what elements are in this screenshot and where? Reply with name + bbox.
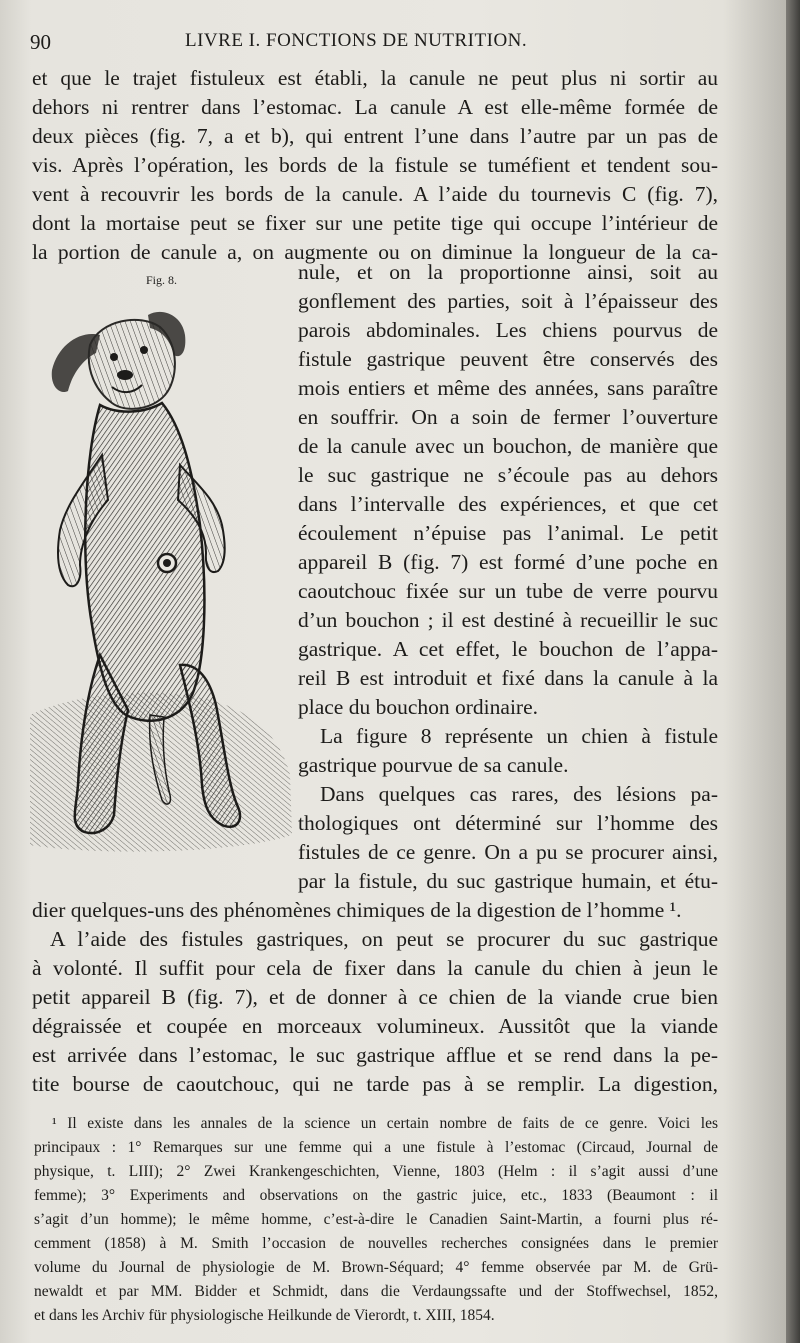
body-line: dehors ni rentrer dans l’estomac. La canule A est elle-même formée de bbox=[32, 95, 718, 119]
body-line: est arrivée dans l’estomac, le suc gastrique afflue et se rend dans la pe- bbox=[32, 1043, 718, 1067]
body-line: d’un bouchon ; il est destiné à recueillir le suc bbox=[298, 608, 718, 632]
body-line: appareil B (fig. 7) est formé d’une poche en bbox=[298, 550, 718, 574]
body-line: Dans quelques cas rares, des lésions pa- bbox=[320, 782, 718, 806]
body-line: dier quelques-uns des phénomènes chimiques de la digestion de l’homme ¹. bbox=[32, 898, 682, 922]
body-line: et que le trajet fistuleux est établi, la canule ne peut plus ni sortir au bbox=[32, 66, 718, 90]
running-head: LIVRE I. FONCTIONS DE NUTRITION. bbox=[185, 30, 528, 51]
body-line: La figure 8 représente un chien à fistule bbox=[320, 724, 718, 748]
body-line: dégraissée et coupée en morceaux volumineux. Aussitôt que la viande bbox=[32, 1014, 718, 1038]
page-number: 90 bbox=[30, 30, 51, 54]
page-edge bbox=[786, 0, 800, 1343]
dog-engraving bbox=[30, 295, 292, 855]
body-line: fistule gastrique peuvent être conservés des bbox=[298, 347, 718, 371]
body-line: de la canule avec un bouchon, de manière que bbox=[298, 434, 718, 458]
body-line: dont la mortaise peut se fixer sur une petite tige qui occupe l’intérieur de bbox=[32, 211, 718, 235]
body-line: reil B est introduit et fixé dans la canule à la bbox=[298, 666, 718, 690]
footnote-line: physique, t. LIII); 2° Zwei Krankengeschichten, Vienne, 1803 (Helm : il s’agit aussi d’une bbox=[34, 1163, 718, 1180]
body-line: mois entiers et même des années, sans paraître bbox=[298, 376, 718, 400]
body-line: thologiques ont déterminé sur l’homme des bbox=[298, 811, 718, 835]
footnote-line: et dans les Archiv für physiologische Heilkunde de Vierordt, t. XIII, 1854. bbox=[34, 1307, 495, 1324]
body-line: tite bourse de caoutchouc, qui ne tarde pas à se remplir. La digestion, bbox=[32, 1072, 718, 1096]
body-line: gonflement des parties, soit à l’épaisseur des bbox=[298, 289, 718, 313]
footnote-line: s’agit d’un homme); le même homme, c’est-à-dire le Canadien Saint-Martin, a fourni plus ré- bbox=[34, 1211, 718, 1228]
body-line: parois abdominales. Les chiens pourvus de bbox=[298, 318, 718, 342]
body-line: vent à recouvrir les bords de la canule. A l’aide du tournevis C (fig. 7), bbox=[32, 182, 718, 206]
body-line: petit appareil B (fig. 7), et de donner à ce chien de la viande crue bien bbox=[32, 985, 718, 1009]
page-header bbox=[30, 30, 765, 60]
footnote-line: principaux : 1° Remarques sur une femme qui a une fistule à l’estomac (Circaud, Journal de bbox=[34, 1139, 718, 1156]
body-line: écoulement n’épuise pas l’animal. Le petit bbox=[298, 521, 718, 545]
body-line: gastrique pourvue de sa canule. bbox=[298, 753, 569, 777]
body-line: gastrique. A cet effet, le bouchon de l’appa- bbox=[298, 637, 718, 661]
body-line: à volonté. Il suffit pour cela de fixer dans la canule du chien à jeun le bbox=[32, 956, 718, 980]
footnote-line: ¹ Il existe dans les annales de la science un certain nombre de faits de ce genre. Voici les bbox=[52, 1115, 718, 1132]
body-line: dans l’intervalle des expériences, et que cet bbox=[298, 492, 718, 516]
body-line: nule, et on la proportionne ainsi, soit au bbox=[298, 260, 718, 284]
body-line: le suc gastrique ne s’écoule pas au dehors bbox=[298, 463, 718, 487]
figure-label: Fig. 8. bbox=[146, 273, 178, 287]
footnote-line: femme); 3° Experiments and observations on the gastric juice, etc., 1833 (Beaumont : il bbox=[34, 1187, 718, 1204]
body-line: place du bouchon ordinaire. bbox=[298, 695, 538, 719]
footnote-line: volume du Journal de physiologie de M. Brown-Séquard; 4° femme observée par M. de Grü- bbox=[34, 1259, 718, 1276]
body-line: la portion de canule a, on augmente ou on diminue la longueur de la ca- bbox=[32, 240, 718, 264]
footnote-line: cemment (1858) à M. Smith l’occasion de nouvelles recherches consignées dans le premier bbox=[34, 1235, 718, 1252]
body-line: A l’aide des fistules gastriques, on peut se procurer du suc gastrique bbox=[50, 927, 718, 951]
body-line: vis. Après l’opération, les bords de la fistule se tuméfient et tendent sou- bbox=[32, 153, 718, 177]
body-line: par la fistule, du suc gastrique humain, et étu- bbox=[298, 869, 718, 893]
body-line: en souffrir. On a soin de fermer l’ouverture bbox=[298, 405, 718, 429]
body-line: deux pièces (fig. 7, a et b), qui entrent l’une dans l’autre par un pas de bbox=[32, 124, 718, 148]
footnote-line: newaldt et par MM. Bidder et Schmidt, dans die Verdaungssafte und der Stoffwechsel, 1852, bbox=[34, 1283, 718, 1300]
body-line: caoutchouc fixée sur un tube de verre pourvu bbox=[298, 579, 718, 603]
body-line: fistules de ce genre. On a pu se procurer ainsi, bbox=[298, 840, 718, 864]
